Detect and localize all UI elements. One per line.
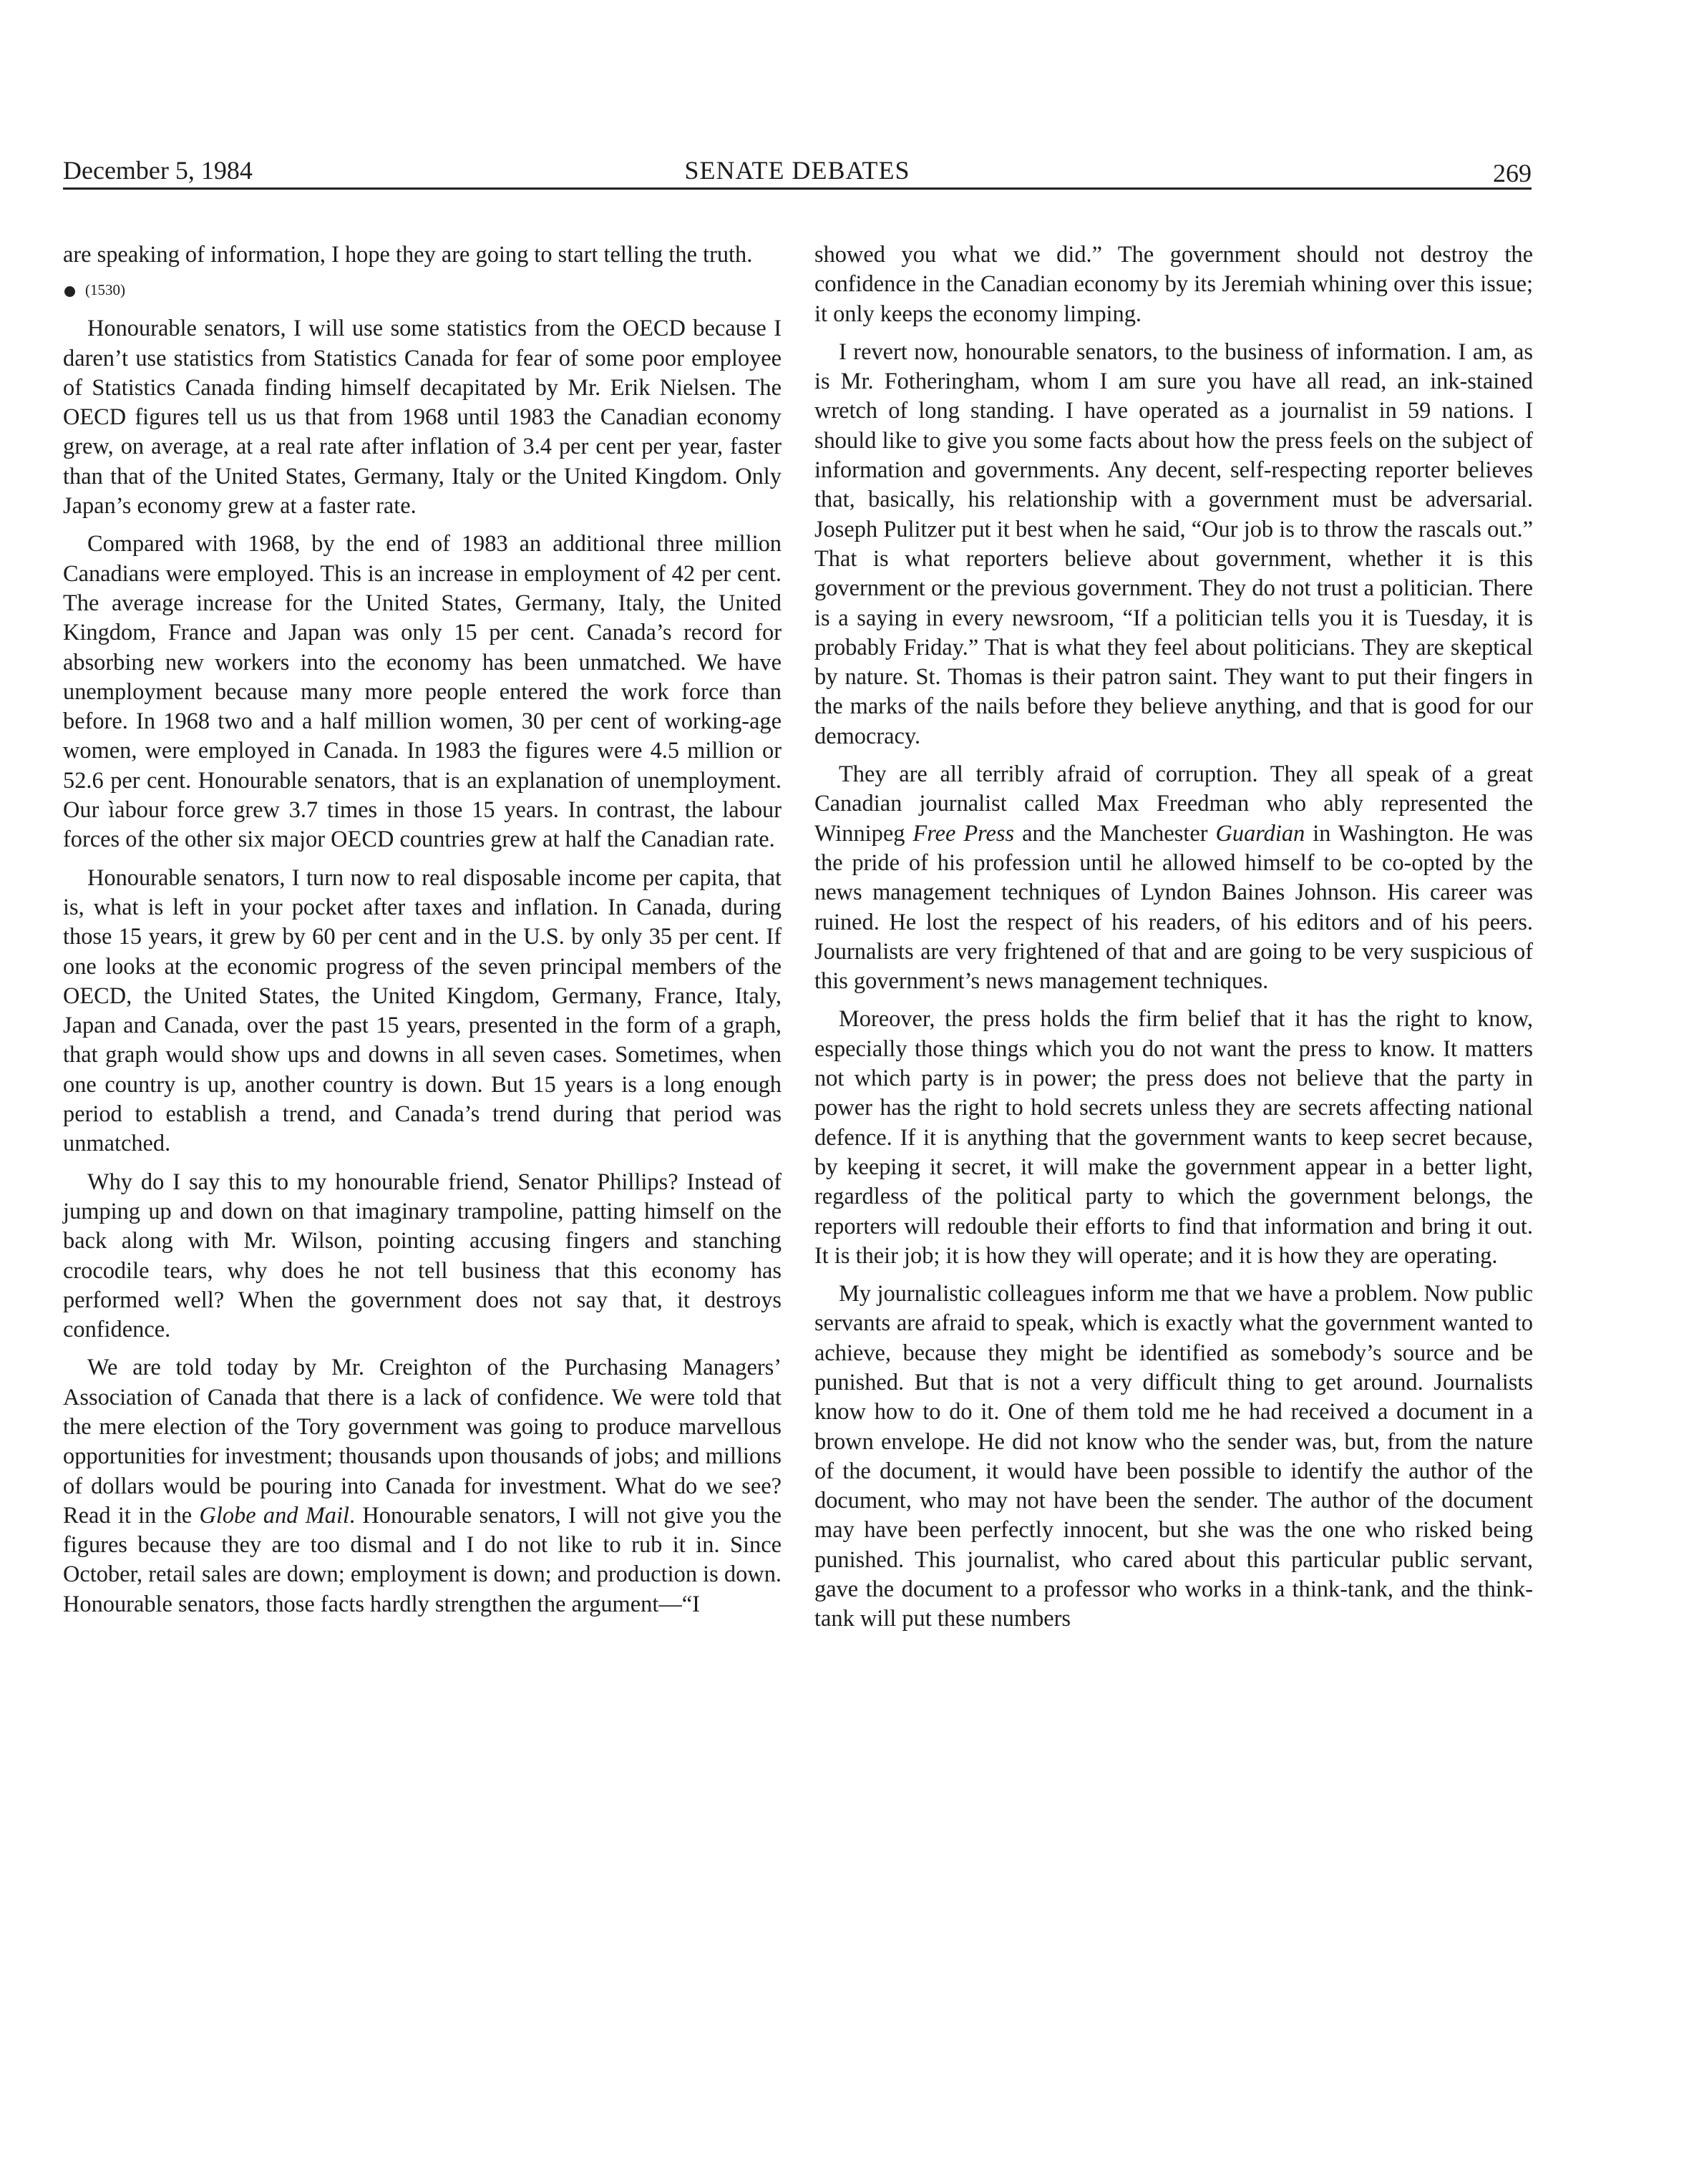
bullet-icon xyxy=(64,286,75,297)
paragraph: I revert now, honourable senators, to the business of information. I am, as is Mr. Fotheringham, whom I am sure you have all read, an ink-stained wretch of long standing. I have operated as a journalist in 59 nations. I should like to give you some facts about how the press feels on the subject of information and governments. Any decent, self-respecting reporter believes that, basically, his relationship with a government must be adversarial. Joseph Pulitzer put it best when he said, “Our job is to throw the rascals out.” That is what reporters believe about government, whether it is this government or the previous government. They do not trust a politician. There is a saying in every newsroom, “If a politician tells you it is Tuesday, it is probably Friday.” That is what they feel about politicians. They are skeptical by nature. St. Thomas is their patron saint. They want to put their fingers in the marks of the nails before they believe anything, and that is good for our democracy. xyxy=(814,338,1533,749)
publication-name: Free Press xyxy=(912,820,1015,847)
left-column xyxy=(63,240,782,1628)
paragraph xyxy=(63,1353,782,1619)
paragraph: Moreover, the press holds the firm belief that it has the right to know, especially those things which you do not want the press to know. It matters not which party is in power; the press does not believe that the party in power has the right to hold secrets unless they are secrets affecting national defence. If it is anything that the government wants to keep secret because, by keeping it secret, it will make the government appear in a better light, regardless of the political party to which the government belongs, the reporters will redouble their efforts to find that information and bring it out. It is their job; it is how they will operate; and it is how they are operating. xyxy=(814,1006,1533,1269)
publication-name: Globe and Mail xyxy=(199,1502,349,1529)
paragraph: are speaking of information, I hope they are going to start telling the truth. xyxy=(63,242,753,268)
text-run: and the Manchester xyxy=(1014,820,1216,847)
paragraph: Honourable senators, I turn now to real disposable income per capita, that is, what is left in your pocket after taxes and inflation. In Canada, during those 15 years, it grew by 60 per cent and in the U.S. by only 35 per cent. If one looks at the economic progress of the seven principal members of the OECD, the United States, the United Kingdom, Germany, France, Italy, Japan and Canada, over the past 15 years, presented in the form of a graph, that graph would show ups and downs in all seven cases. Sometimes, when one country is up, another country is down. But 15 years is a long enough period to establish a trend, and Canada’s trend during that period was unmatched. xyxy=(63,864,782,1157)
paragraph: showed you what we did.” The government should not destroy the confidence in the Canadian economy by its Jeremiah whining over this issue; it only keeps the economy limping. xyxy=(814,242,1533,327)
publication-name: Guardian xyxy=(1215,820,1305,847)
paragraph: My journalistic colleagues inform me that we have a problem. Now public servants are afraid to speak, which is exactly what the government wanted to achieve, because they might be identified as somebody’s source and be punished. But that is not a very difficult thing to get around. Journalists know how to do it. One of them told me he had received a document in a brown envelope. He did not know who the sender was, but, from the nature of the document, it would have been possible to identify the author of the document, who may not have been the sender. The author of the document may have been perfectly innocent, but she was the one who risked being punished. This journalist, who cared about this particular public servant, gave the document to a professor who works in a think-tank, and the think-tank will put these numbers xyxy=(814,1281,1533,1632)
header-date: December 5, 1984 xyxy=(63,156,253,185)
paragraph: Honourable senators, I will use some statistics from the OECD because I daren’t use statistics from Statistics Canada for fear of some poor employee of Statistics Canada finding himself decapitated by Mr. Erik Nielsen. The OECD figures tell us us that from 1968 until 1983 the Canadian economy grew, on average, at a real rate after inflation of 3.4 per cent per year, faster than that of the United States, Germany, Italy or the United Kingdom. Only Japan’s economy grew at a faster rate. xyxy=(63,316,782,520)
page-header xyxy=(63,152,1532,190)
paragraph: Why do I say this to my honourable friend, Senator Phillips? Instead of jumping up and down on that imaginary trampoline, patting himself on the back along with Mr. Wilson, pointing accusing fingers and stanching crocodile tears, why does he not tell business that this economy has performed well? When the government does not say that, it destroys confidence. xyxy=(63,1169,782,1343)
text-run: They are all terribly afraid of corruption. They all speak of a great Canadian journalist called Max Freedman who ably represented the Winnipeg xyxy=(814,761,1533,847)
text-run: We are told today by Mr. Creighton of the Purchasing Managers’ Association of Canada that there is a lack of confidence. We were told that the mere election of the Tory government was going to produce marvellous opportunities for investment; thousands upon thousands of jobs; and millions of dollars would be pouring into Canada for investment. What do we see? Read it in the xyxy=(63,1355,782,1529)
header-title: SENATE DEBATES xyxy=(684,156,910,185)
right-column xyxy=(814,240,1533,1643)
paragraph xyxy=(814,760,1533,996)
text-run: . Honourable senators, I will not give you the figures because they are too dismal and I do not like to rub it in. Since October, retail sales are down; employment is down; and production is down. Honourable senators, those facts hardly strengthen the argument—“I xyxy=(63,1502,782,1617)
paragraph: Compared with 1968, by the end of 1983 an additional three million Canadians were employed. This is an increase in employment of 42 per cent. The average increase for the United States, Germany, Italy, the United Kingdom, France and Japan was only 15 per cent. Canada’s record for absorbing new workers into the economy has been unmatched. We have unemployment because many more people entered the work force than before. In 1968 two and a half million women, 30 per cent of working-age women, were employed in Canada. In 1983 the figures were 4.5 million or 52.6 per cent. Honourable senators, that is an explanation of unemployment. Our ìabour force grew 3.7 times in those 15 years. In contrast, the labour forces of the other six major OECD countries grew at half the Canadian rate. xyxy=(63,531,782,853)
time-marker xyxy=(64,278,782,301)
page-number: 269 xyxy=(1493,159,1532,187)
text-run: in Washington. He was the pride of his profession until he allowed himself to be co-opted by the news management techniques of Lyndon Baines Johnson. His career was ruined. He lost the respect of his readers, of his editors and of his peers. Journalists are very frightened of that and are going to be very suspicious of this government’s news management techniques. xyxy=(814,820,1533,995)
time-marker-label: (1530) xyxy=(85,281,125,299)
